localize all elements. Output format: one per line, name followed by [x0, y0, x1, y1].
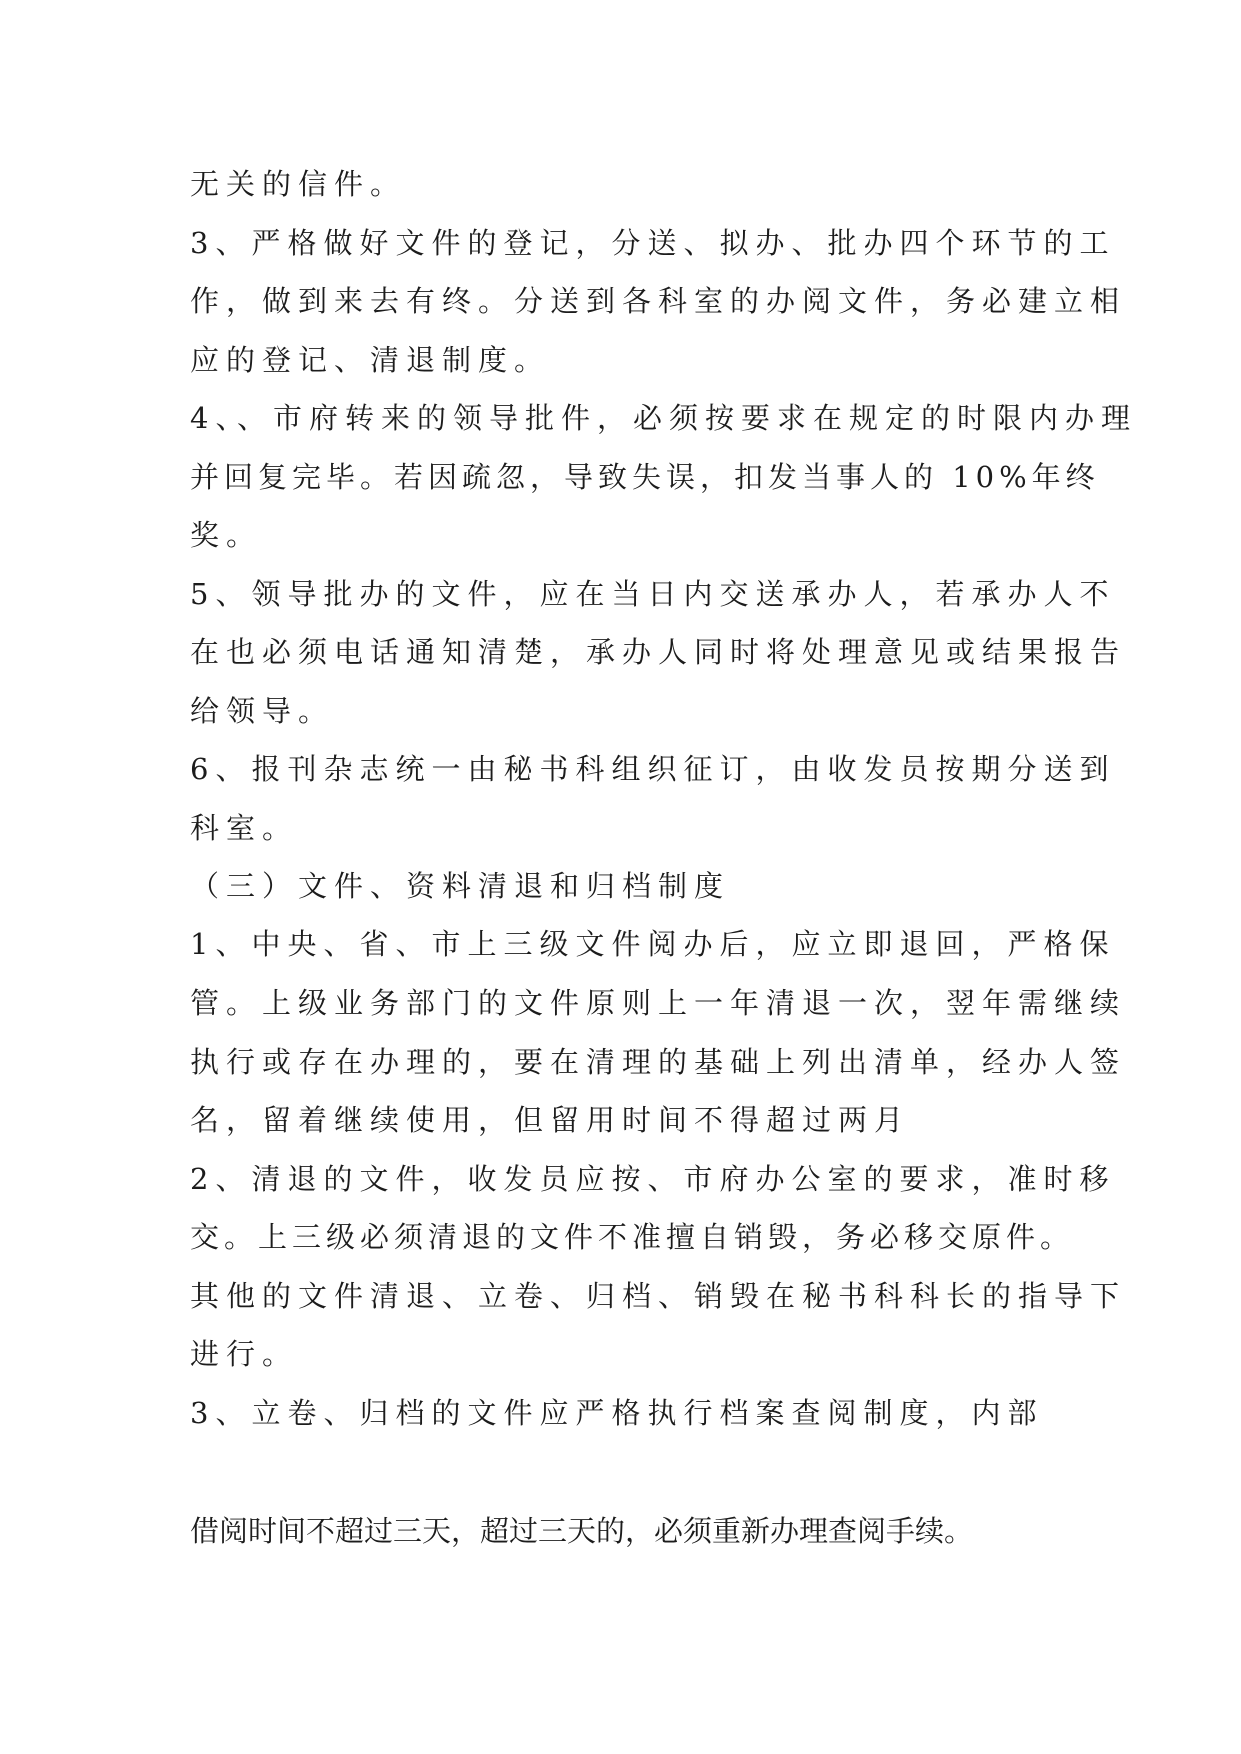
text-line: 并回复完毕。若因疏忽，导致失误，扣发当事人的 10%年终 [190, 460, 1100, 494]
text-line: 应的登记、清退制度。 [190, 343, 551, 377]
text-line: 1、中央、省、市上三级文件阅办后，应立即退回，严格保 [190, 927, 1116, 961]
text-line: 2、清退的文件，收发员应按、市府办公室的要求，准时移 [190, 1162, 1116, 1196]
text-line: 无关的信件。 [190, 167, 407, 201]
section-heading: （三）文件、资料清退和归档制度 [190, 869, 731, 903]
text-line: 进行。 [190, 1337, 299, 1371]
text-line: 在也必须电话通知清楚，承办人同时将处理意见或结果报告 [190, 635, 1127, 669]
text-line: 3、严格做好文件的登记，分送、拟办、批办四个环节的工 [190, 226, 1116, 260]
text-line: 名，留着继续使用，但留用时间不得超过两月 [190, 1103, 911, 1137]
text-line: 科室。 [190, 811, 299, 845]
text-line: 4、、市府转来的领导批件，必须按要求在规定的时限内办理 [190, 401, 1137, 435]
text-line: 6、报刊杂志统一由秘书科组织征订，由收发员按期分送到 [190, 752, 1116, 786]
text-line: 3、立卷、归档的文件应严格执行档案查阅制度，内部 [190, 1396, 1044, 1430]
text-line: 奖。 [190, 518, 263, 552]
text-line: 其他的文件清退、立卷、归档、销毁在秘书科科长的指导下 [190, 1279, 1127, 1313]
text-line: 给领导。 [190, 694, 335, 728]
text-line: 作，做到来去有终。分送到各科室的办阅文件，务必建立相 [190, 284, 1127, 318]
text-line: 5、领导批办的文件，应在当日内交送承办人，若承办人不 [190, 577, 1116, 611]
text-line: 借阅时间不超过三天，超过三天的，必须重新办理查阅手续。 [190, 1514, 974, 1548]
text-line: 交。上三级必须清退的文件不准擅自销毁，务必移交原件。 [190, 1220, 1075, 1254]
text-line: 管。上级业务部门的文件原则上一年清退一次，翌年需继续 [190, 986, 1127, 1020]
text-line: 执行或存在办理的，要在清理的基础上列出清单，经办人签 [190, 1045, 1127, 1079]
